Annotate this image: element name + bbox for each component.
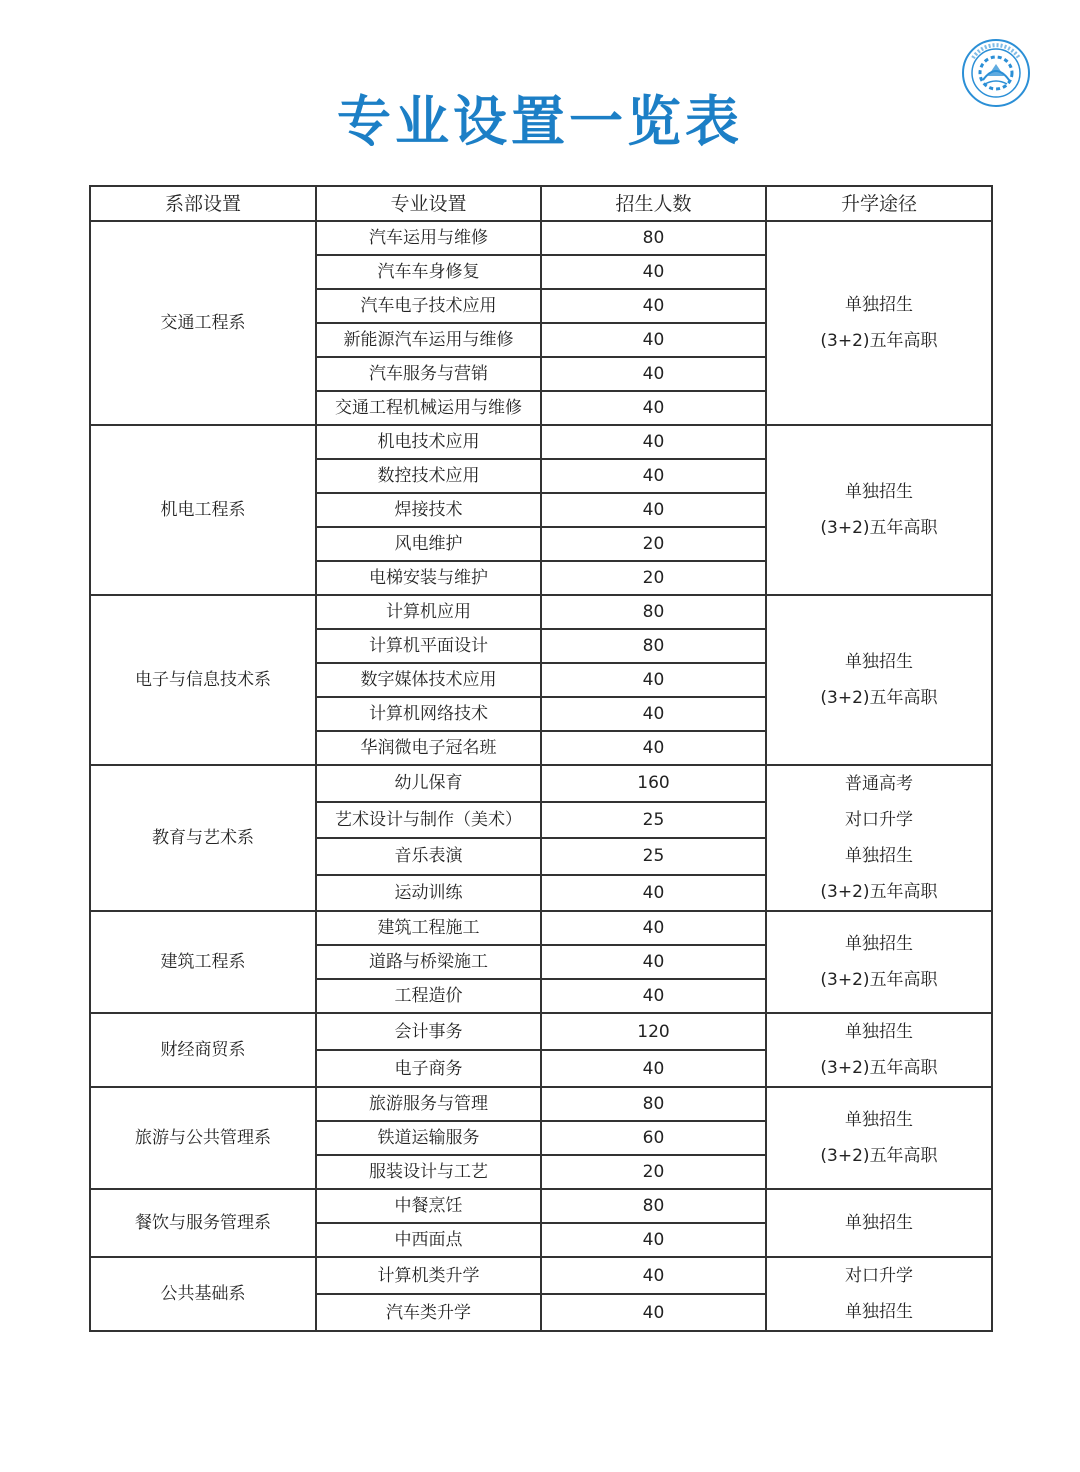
pathway-line: (3+2)五年高职 (820, 331, 938, 351)
enrollment-cell: 40 (541, 663, 766, 697)
department-cell: 公共基础系 (90, 1257, 316, 1331)
major-cell: 幼儿保育 (316, 765, 541, 802)
enrollment-cell: 40 (541, 493, 766, 527)
page-title: 专业设置一览表 (337, 90, 743, 153)
pathway-line: (3+2)五年高职 (820, 970, 938, 990)
major-cell: 建筑工程施工 (316, 911, 541, 945)
pathway-line: 对口升学 (845, 1266, 913, 1286)
major-cell: 计算机应用 (316, 595, 541, 629)
table-row (90, 1189, 992, 1223)
major-cell: 工程造价 (316, 979, 541, 1013)
department-cell: 财经商贸系 (90, 1013, 316, 1087)
majors-table (89, 185, 993, 1332)
major-cell: 电梯安装与维护 (316, 561, 541, 595)
department-cell: 旅游与公共管理系 (90, 1087, 316, 1189)
major-cell: 数控技术应用 (316, 459, 541, 493)
table-row (90, 765, 992, 802)
enrollment-cell: 40 (541, 459, 766, 493)
major-cell: 旅游服务与管理 (316, 1087, 541, 1121)
major-cell: 汽车运用与维修 (316, 221, 541, 255)
major-cell: 计算机平面设计 (316, 629, 541, 663)
major-cell: 艺术设计与制作（美术） (316, 802, 541, 839)
major-cell: 新能源汽车运用与维修 (316, 323, 541, 357)
header-pathway: 升学途径 (766, 186, 992, 221)
enrollment-cell: 40 (541, 911, 766, 945)
table-row (90, 911, 992, 945)
pathway-cell (766, 595, 992, 765)
major-cell: 汽车车身修复 (316, 255, 541, 289)
enrollment-cell: 40 (541, 255, 766, 289)
major-cell: 计算机类升学 (316, 1257, 541, 1294)
major-cell: 音乐表演 (316, 838, 541, 875)
major-cell: 华润微电子冠名班 (316, 731, 541, 765)
pathway-line: (3+2)五年高职 (820, 1058, 938, 1078)
pathway-cell (766, 425, 992, 595)
pathway-cell (766, 221, 992, 425)
pathway-cell (766, 1013, 992, 1087)
pathway-line: (3+2)五年高职 (820, 1146, 938, 1166)
table-row (90, 1013, 992, 1050)
pathway-line: 对口升学 (845, 810, 913, 830)
department-cell: 电子与信息技术系 (90, 595, 316, 765)
major-cell: 计算机网络技术 (316, 697, 541, 731)
major-cell: 汽车服务与营销 (316, 357, 541, 391)
header-enrollment: 招生人数 (541, 186, 766, 221)
header-department: 系部设置 (90, 186, 316, 221)
table-row (90, 595, 992, 629)
pathway-line: 普通高考 (845, 774, 913, 794)
major-cell: 机电技术应用 (316, 425, 541, 459)
enrollment-cell: 20 (541, 527, 766, 561)
enrollment-cell: 40 (541, 391, 766, 425)
table-row (90, 1257, 992, 1294)
major-cell: 中西面点 (316, 1223, 541, 1257)
enrollment-cell: 40 (541, 1257, 766, 1294)
pathway-line: 单独招生 (845, 934, 913, 954)
department-cell: 教育与艺术系 (90, 765, 316, 911)
pathway-line: 单独招生 (845, 295, 913, 315)
department-cell: 餐饮与服务管理系 (90, 1189, 316, 1257)
major-cell: 服装设计与工艺 (316, 1155, 541, 1189)
pathway-line: (3+2)五年高职 (820, 518, 938, 538)
enrollment-cell: 25 (541, 802, 766, 839)
pathway-line: 单独招生 (845, 1022, 913, 1042)
enrollment-cell: 40 (541, 979, 766, 1013)
table-body (90, 221, 992, 1331)
enrollment-cell: 40 (541, 1050, 766, 1087)
table-row (90, 1087, 992, 1121)
enrollment-cell: 40 (541, 425, 766, 459)
enrollment-cell: 80 (541, 221, 766, 255)
pathway-cell (766, 1257, 992, 1331)
major-cell: 中餐烹饪 (316, 1189, 541, 1223)
enrollment-cell: 160 (541, 765, 766, 802)
table-row (90, 221, 992, 255)
major-cell: 数字媒体技术应用 (316, 663, 541, 697)
pathway-line: (3+2)五年高职 (820, 688, 938, 708)
header-major: 专业设置 (316, 186, 541, 221)
major-cell: 电子商务 (316, 1050, 541, 1087)
pathway-cell (766, 765, 992, 911)
pathway-line: (3+2)五年高职 (820, 882, 938, 902)
enrollment-cell: 40 (541, 945, 766, 979)
pathway-line: 单独招生 (845, 652, 913, 672)
enrollment-cell: 120 (541, 1013, 766, 1050)
enrollment-cell: 40 (541, 875, 766, 912)
enrollment-cell: 40 (541, 697, 766, 731)
enrollment-cell: 80 (541, 1087, 766, 1121)
enrollment-cell: 40 (541, 731, 766, 765)
pathway-line: 单独招生 (845, 1110, 913, 1130)
major-cell: 汽车电子技术应用 (316, 289, 541, 323)
major-cell: 焊接技术 (316, 493, 541, 527)
pathway-cell (766, 1189, 992, 1257)
enrollment-cell: 80 (541, 629, 766, 663)
department-cell: 交通工程系 (90, 221, 316, 425)
enrollment-cell: 40 (541, 289, 766, 323)
enrollment-cell: 40 (541, 323, 766, 357)
enrollment-cell: 80 (541, 595, 766, 629)
pathway-line: 单独招生 (845, 846, 913, 866)
major-cell: 会计事务 (316, 1013, 541, 1050)
major-cell: 铁道运输服务 (316, 1121, 541, 1155)
enrollment-cell: 25 (541, 838, 766, 875)
major-cell: 交通工程机械运用与维修 (316, 391, 541, 425)
pathway-line: 单独招生 (845, 1302, 913, 1322)
major-cell: 道路与桥梁施工 (316, 945, 541, 979)
enrollment-cell: 40 (541, 357, 766, 391)
header-row (90, 186, 992, 221)
enrollment-cell: 20 (541, 1155, 766, 1189)
major-cell: 汽车类升学 (316, 1294, 541, 1331)
major-cell: 运动训练 (316, 875, 541, 912)
department-cell: 机电工程系 (90, 425, 316, 595)
enrollment-cell: 60 (541, 1121, 766, 1155)
department-cell: 建筑工程系 (90, 911, 316, 1013)
enrollment-cell: 80 (541, 1189, 766, 1223)
major-cell: 风电维护 (316, 527, 541, 561)
enrollment-cell: 40 (541, 1223, 766, 1257)
pathway-line: 单独招生 (845, 1213, 913, 1233)
pathway-line: 单独招生 (845, 482, 913, 502)
enrollment-cell: 20 (541, 561, 766, 595)
table-row (90, 425, 992, 459)
enrollment-cell: 40 (541, 1294, 766, 1331)
pathway-cell (766, 911, 992, 1013)
pathway-cell (766, 1087, 992, 1189)
